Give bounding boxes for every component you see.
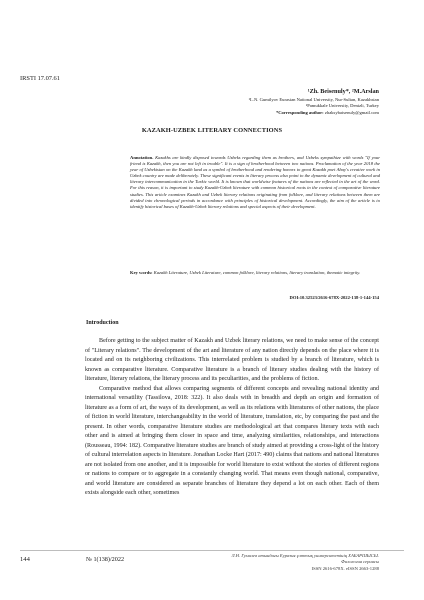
- body-text: [85, 337, 379, 499]
- journal-info: [159, 553, 379, 572]
- affiliation-1: ¹L.N. Gumilyov Eurasian National University, Nur-Sultan, Kazakhstan: [248, 97, 379, 102]
- abstract: [130, 155, 380, 210]
- paragraph: Comparative method that allows comparing segments of different concepts and revealing national identity and international versatility (Tassilova, 2018: 322). It also deals with in breadth and depth an origin and formation of literature as a form of art, the ways of its development, as well as its relations with literatures of other nations, the place of fiction in world literature, interchangeability in the world of literature, translation, etc, by comparing the past and the present. In other words, comparative literature studies are methodological art that compares literary texts with each other and is aimed at bringing them closer in space and time, analyzing similarities, relationships, and interactions (Rousseau, 1994: 182). Comparative literature studies are branch of study aimed at providing a cross-light of the history of cultural interrelation aspects in literature. Jonathan Locke Hart (2017: 490) claims that nations and national literatures are not isolated from one another, and it is impossible for world literature to exist without the stories of different regions or nations to compare or to aggregate in a constantly changing world. That means even though national, comparative, and world literature are considered as separate branches of literature they depend a lot on each other. Each of them exists alongside each other, sometimes: [85, 385, 379, 496]
- corresponding-label: *Corresponding author:: [275, 110, 324, 115]
- journal-name: Л.Н. Гумилев атындағы Еуразия ұлттық университетінің ХАБАРШЫСЫ.: [231, 553, 379, 558]
- footer-divider: [20, 550, 404, 551]
- issue-number: № 1(138)/2022: [86, 556, 125, 563]
- author-names: ¹Zh. Beisenuly*, ²M.Arslan: [307, 88, 379, 95]
- affiliations: [139, 97, 379, 109]
- abstract-text: Kazakhs are kindly disposed towards Uzbeks regarding them as brothers, and Uzbeks sympathize with words "If your friend is Kazakh, then you are not left in trouble". It is a sign of brotherhood between two nations. Proclamation of the year 2018 the year of Uzbekistan on the Kazakh land as a symbol of brotherhood and rendering honors to great Kazakh poet Abay's creative work in Uzbek country are made deliberately. These significant events in literary process also point to the dynamic development of cultural and literary intercommunication in the Turkic world. It is known that worldwise features of the nations are reflected in the art of the word. For this reason, it is important to study Kazakh-Uzbek literature with common historical roots in the context of comparative literature studies. This article examines Kazakh and Uzbek literary relations originating from folklore, and literary relations between them are divided into chronological periods in accordance with principles of historical development. Accordingly, the aim of the article is to identify historical bases of Kazakh-Uzbek literary relations and special aspects of their development.: [130, 155, 380, 209]
- journal-series: Филология сериясы: [341, 559, 379, 565]
- journal-issn: ISSN 2616-678X. eISSN 2663-1288: [311, 565, 379, 571]
- section-heading-introduction: Introduction: [86, 320, 119, 326]
- irsti-code: IRSTI 17.07.61: [20, 75, 60, 82]
- keywords-label: Key words:: [130, 270, 153, 275]
- affiliation-2: ²Pamukkale University, Denizli, Turkey: [305, 103, 379, 109]
- corresponding-author: [276, 110, 379, 115]
- keywords: [130, 270, 380, 276]
- page-number: 144: [20, 556, 30, 563]
- corresponding-email[interactable]: zhaksybaisenuly@gmail.com: [324, 110, 379, 115]
- abstract-label: Annotation.: [130, 155, 154, 160]
- paragraph: Before getting to the subject matter of Kazakh and Uzbek literary relations, we need to make sense of the concept of "Literary relations". The development of the art and literature of any nation directly depends on the place where it is located and on its neighboring civilizations. This interrelated problem is studied by a branch of literature, which is known as comparative literature. Comparative literature is a branch of literary studies dealing with the history of literature, literary relations, the literary process and its peculiarities, and the problems of fiction.: [85, 338, 379, 382]
- keywords-text: Kazakh Literature, Uzbek Literature, common folklore, literary relations, literary translation, thematic integrity.: [153, 270, 361, 275]
- doi[interactable]: DOI:10.32523/2616-678X-2022-138-1-144-154: [289, 295, 379, 300]
- article-title: KAZAKH-UZBEK LITERARY CONNECTIONS: [141, 127, 283, 134]
